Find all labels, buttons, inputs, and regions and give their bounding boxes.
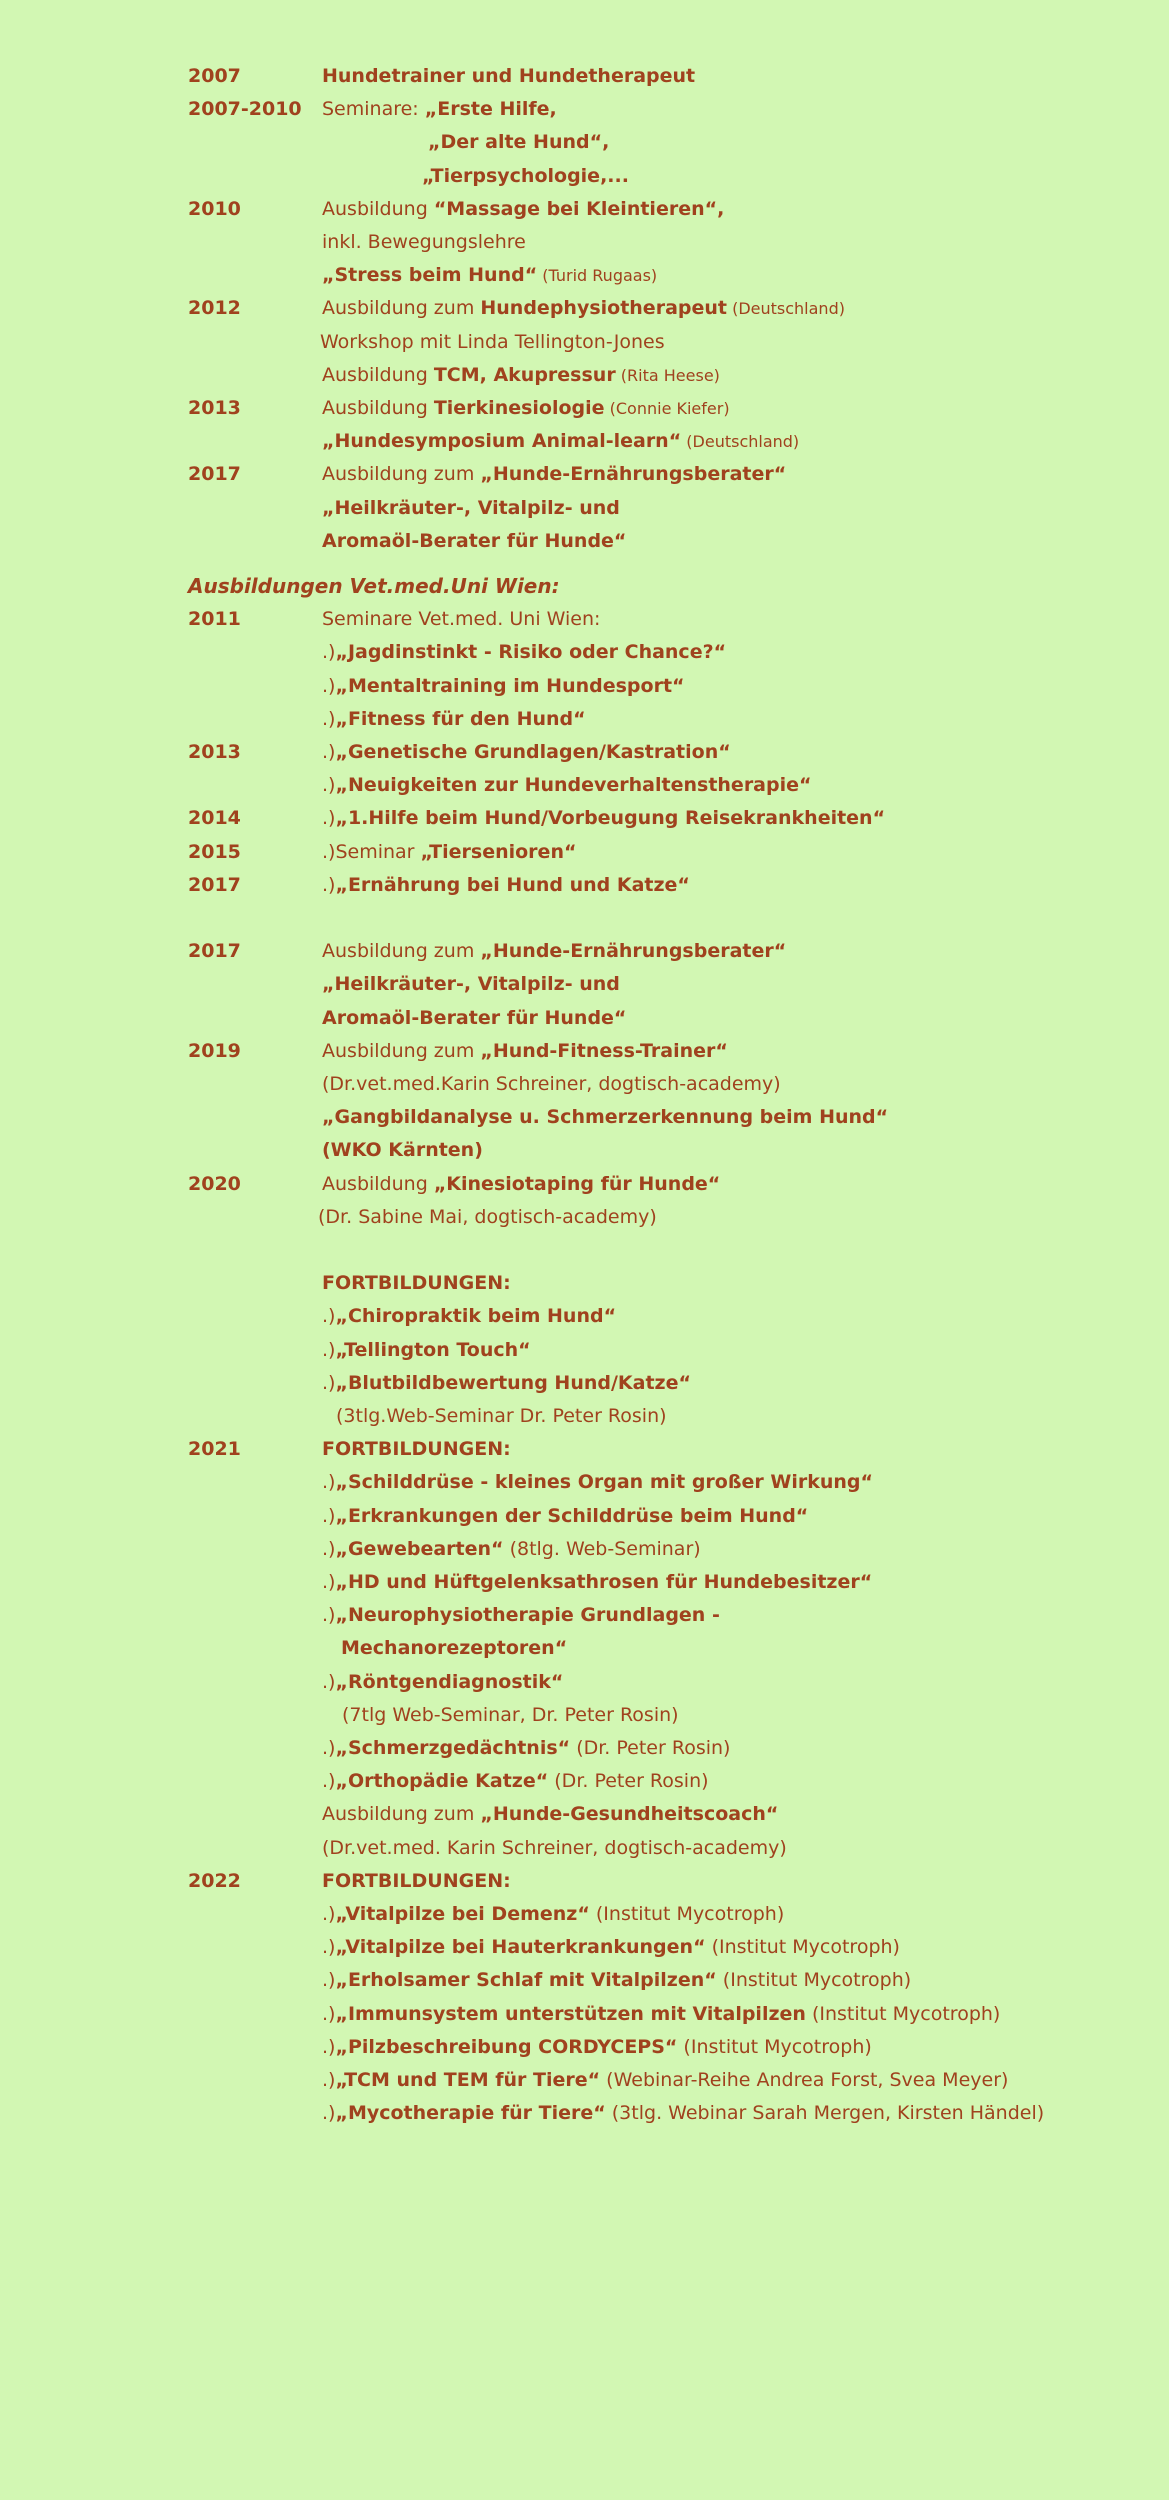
entry-title: Tierkinesiologie (433, 397, 605, 419)
cv-entry-row (0, 769, 1169, 802)
entry-title: „TCM und TEM für Tiere“ (335, 2069, 601, 2091)
entry-detail: (Institut Mycotroph) (805, 2003, 1001, 2025)
entry-title: „Jagdinstinkt - Risiko oder Chance?“ (335, 641, 727, 663)
entry-year: 2017 (188, 874, 241, 896)
entry-text (322, 425, 799, 458)
entry-detail: .) (322, 1604, 336, 1626)
cv-entry-row (0, 326, 1169, 359)
cv-entry-row (0, 1666, 1169, 1699)
entry-title: „Röntgendiagnostik“ (335, 1671, 564, 1693)
entry-text (322, 1964, 911, 1997)
entry-title: TCM, Akupressur (433, 364, 616, 386)
cv-entry-row (0, 492, 1169, 525)
entry-title: „Schilddrüse - kleines Organ mit großer Wirkung“ (335, 1471, 874, 1493)
entry-text (322, 1765, 709, 1798)
entry-title: FORTBILDUNGEN: (322, 1272, 511, 1294)
entry-title: „Immunsystem unterstützen mit Vitalpilzen (335, 2003, 806, 2025)
cv-entry-row (0, 1068, 1169, 1101)
entry-text (342, 1699, 679, 1732)
entry-text (322, 1134, 483, 1167)
entry-title: Hundephysiotherapeut (480, 297, 727, 319)
cv-entry-row (0, 93, 1169, 126)
entry-detail: (3tlg. Webinar Sarah Mergen, Kirsten Händel) (605, 2102, 1045, 2124)
entry-year: 2017 (188, 463, 241, 485)
cv-entry-row (0, 836, 1169, 869)
entry-text (322, 226, 526, 259)
cv-entry-row (0, 935, 1169, 968)
entry-text (322, 1035, 728, 1068)
entry-detail: Ausbildung (322, 364, 434, 386)
entry-title: „Pilzbeschreibung CORDYCEPS“ (335, 2036, 678, 2058)
cv-entry-row (0, 1035, 1169, 1068)
entry-text (322, 2097, 1044, 2130)
entry-text (322, 836, 576, 869)
entry-title: „Hunde-Gesundheitscoach“ (480, 1803, 779, 1825)
cv-entry-row (0, 1500, 1169, 1533)
cv-entry-row (0, 1400, 1169, 1433)
entry-title: „Hunde-Ernährungsberater“ (480, 940, 787, 962)
entry-title: „Tiersenioren“ (420, 841, 577, 863)
entry-title: „Fitness für den Hund“ (335, 708, 586, 730)
entry-title: „Heilkräuter-, Vitalpilz- und (322, 497, 620, 519)
entry-year: 2011 (188, 608, 241, 630)
entry-title: „Erkrankungen der Schilddrüse beim Hund“ (335, 1505, 809, 1527)
entry-detail: .) (322, 741, 336, 763)
entry-text (322, 1599, 720, 1632)
cv-entry-row (0, 60, 1169, 93)
entry-detail: .) (322, 1372, 336, 1394)
entry-title: Aromaöl-Berater für Hunde“ (322, 530, 627, 552)
entry-detail: Ausbildung (322, 397, 434, 419)
entry-title: “Massage bei Kleintieren“, (433, 198, 725, 220)
entry-text (322, 1898, 784, 1931)
entry-title: „Tierpsychologie,... (422, 165, 629, 187)
entry-detail: Workshop mit Linda Tellington-Jones (320, 331, 665, 353)
entry-text (422, 160, 629, 193)
entry-text (322, 2064, 1008, 2097)
entry-text (322, 1267, 511, 1300)
entry-title: FORTBILDUNGEN: (322, 1870, 511, 1892)
entry-text (322, 1300, 616, 1333)
cv-entry-row (0, 703, 1169, 736)
entry-text (322, 1832, 787, 1865)
entry-text (322, 1865, 511, 1898)
entry-detail: (Dr. Peter Rosin) (570, 1737, 731, 1759)
cv-entry-row (0, 1334, 1169, 1367)
entry-year: 2013 (188, 397, 241, 419)
entry-detail: .) (322, 2069, 336, 2091)
entry-year: 2013 (188, 741, 241, 763)
entry-text (322, 1002, 626, 1035)
cv-entry-row (0, 1765, 1169, 1798)
entry-detail: .) (322, 1339, 336, 1361)
entry-detail: .) (322, 1571, 336, 1593)
entry-title: FORTBILDUNGEN: (322, 1438, 511, 1460)
entry-text (341, 1632, 567, 1665)
entry-title: „Hund-Fitness-Trainer“ (480, 1040, 728, 1062)
cv-entry-row (0, 1998, 1169, 2031)
entry-text (322, 636, 726, 669)
entry-title: (WKO Kärnten) (322, 1139, 483, 1161)
cv-entry-row (0, 1865, 1169, 1898)
cv-entry-row (0, 1433, 1169, 1466)
entry-title: „HD und Hüftgelenksathrosen für Hundebesitzer“ (335, 1571, 873, 1593)
entry-detail: inkl. Bewegungslehre (322, 231, 526, 253)
entry-detail: Ausbildung zum (322, 1803, 481, 1825)
entry-detail: (Dr. Peter Rosin) (548, 1770, 709, 1792)
entry-text (322, 525, 626, 558)
entry-title: „1.Hilfe beim Hund/Vorbeugung Reisekrankheiten“ (335, 807, 886, 829)
entry-detail: Ausbildung zum (322, 463, 481, 485)
cv-entry-row (0, 1367, 1169, 1400)
entry-detail: (Dr.vet.med.Karin Schreiner, dogtisch-academy) (322, 1073, 781, 1095)
cv-entry-row (0, 1533, 1169, 1566)
cv-entry-row (0, 425, 1169, 458)
entry-text (322, 1466, 873, 1499)
entry-detail: .) (322, 1903, 336, 1925)
entry-text (322, 769, 812, 802)
entry-text (322, 1666, 563, 1699)
entry-year: 2022 (188, 1870, 241, 1892)
entry-title: „Mentaltraining im Hundesport“ (335, 675, 685, 697)
entry-text (322, 703, 586, 736)
entry-detail: (Institut Mycotroph) (705, 1936, 900, 1958)
entry-title: „Chiropraktik beim Hund“ (335, 1305, 617, 1327)
cv-entry-row (0, 1898, 1169, 1931)
entry-text (322, 1931, 900, 1964)
entry-title: „Hundesymposium Animal-learn“ (322, 430, 682, 452)
entry-detail: Seminare: (322, 98, 425, 120)
cv-entry-row (0, 226, 1169, 259)
cv-entry-row (0, 1632, 1169, 1665)
entry-detail: .)Seminar (322, 841, 421, 863)
entry-text (322, 1533, 701, 1566)
entry-detail: .) (322, 1969, 336, 1991)
entry-text (322, 1566, 872, 1599)
entry-title: „Neuigkeiten zur Hundeverhaltenstherapie“ (335, 774, 812, 796)
entry-text (320, 326, 665, 359)
entry-title: „Hunde-Ernährungsberater“ (480, 463, 787, 485)
entry-text (322, 2031, 872, 2064)
entry-detail: (Institut Mycotroph) (677, 2036, 872, 2058)
entry-text (322, 935, 786, 968)
entry-text (322, 736, 731, 769)
cv-entry-row (0, 2064, 1169, 2097)
entry-title: „Heilkräuter-, Vitalpilz- und (322, 973, 620, 995)
entry-detail: .) (322, 708, 336, 730)
entry-detail: (Deutschland) (681, 432, 800, 451)
cv-entry-row (0, 259, 1169, 292)
entry-title: „Mycotherapie für Tiere“ (335, 2102, 606, 2124)
entry-detail: Ausbildung zum (322, 1040, 481, 1062)
cv-entry-row (0, 603, 1169, 636)
cv-entry-row (0, 1699, 1169, 1732)
entry-text (322, 1732, 730, 1765)
entry-title: „Gewebearten“ (335, 1538, 504, 1560)
entry-detail: .) (322, 2003, 336, 2025)
entry-text (322, 359, 720, 392)
entry-detail: .) (322, 2036, 336, 2058)
entry-text (322, 392, 730, 425)
entry-text (322, 1500, 808, 1533)
cv-entry-row (0, 1599, 1169, 1632)
entry-detail: (Dr. Sabine Mai, dogtisch-academy) (318, 1206, 657, 1228)
entry-detail: .) (322, 1936, 336, 1958)
cv-entry-row (0, 1267, 1169, 1300)
cv-entry-row (0, 968, 1169, 1001)
entry-text (322, 1798, 778, 1831)
entry-text (322, 60, 695, 93)
entry-detail: .) (322, 675, 336, 697)
entry-title: „Neurophysiotherapie Grundlagen - (335, 1604, 720, 1626)
cv-entry-row (0, 1832, 1169, 1865)
entry-title: „Ernährung bei Hund und Katze“ (335, 874, 690, 896)
entry-detail: (8tlg. Web-Seminar) (503, 1538, 701, 1560)
cv-entry-row (0, 193, 1169, 226)
cv-entry-row (0, 359, 1169, 392)
cv-entry-row (0, 392, 1169, 425)
cv-entry-row (0, 1798, 1169, 1831)
entry-year: 2015 (188, 841, 241, 863)
entry-text (322, 1068, 781, 1101)
entry-title: „Blutbildbewertung Hund/Katze“ (335, 1372, 691, 1394)
entry-text (322, 802, 885, 835)
cv-entry-row (0, 126, 1169, 159)
entry-detail: .) (322, 1671, 336, 1693)
entry-text (322, 1168, 720, 1201)
entry-year: 2010 (188, 198, 241, 220)
entry-detail: .) (322, 874, 336, 896)
cv-entry-row (0, 1134, 1169, 1167)
entry-year: 2020 (188, 1173, 241, 1195)
entry-detail: .) (322, 2102, 336, 2124)
entry-title: „Schmerzgedächtnis“ (335, 1737, 571, 1759)
entry-text (322, 458, 786, 491)
entry-text (318, 1201, 657, 1234)
entry-detail: Ausbildung (322, 1173, 434, 1195)
entry-year: 2012 (188, 297, 241, 319)
cv-entry-row (0, 1201, 1169, 1234)
entry-detail: (Connie Kiefer) (604, 399, 730, 418)
entry-year: 2021 (188, 1438, 241, 1460)
entry-title: „Vitalpilze bei Hauterkrankungen“ (335, 1936, 706, 1958)
entry-text (322, 1367, 691, 1400)
cv-entry-row (0, 736, 1169, 769)
entry-text (322, 193, 724, 226)
section-heading: Ausbildungen Vet.med.Uni Wien: (188, 574, 560, 598)
entry-title: „Genetische Grundlagen/Kastration“ (335, 741, 731, 763)
cv-entry-row (0, 869, 1169, 902)
entry-title: „Erholsamer Schlaf mit Vitalpilzen“ (335, 1969, 717, 1991)
entry-text (322, 93, 557, 126)
entry-detail: .) (322, 1471, 336, 1493)
cv-entry-row (0, 802, 1169, 835)
entry-detail: .) (322, 807, 336, 829)
section-heading-row (0, 570, 1169, 603)
entry-text (336, 1400, 667, 1433)
entry-year: 2007 (188, 65, 241, 87)
entry-detail: (Webinar-Reihe Andrea Forst, Svea Meyer) (600, 2069, 1009, 2091)
cv-entry-row (0, 2097, 1169, 2130)
entry-detail: .) (322, 1737, 336, 1759)
entry-title: „Gangbildanalyse u. Schmerzerkennung beim Hund“ (322, 1106, 889, 1128)
cv-entry-row (0, 1300, 1169, 1333)
cv-entry-row (0, 1168, 1169, 1201)
entry-detail: (Rita Heese) (615, 366, 720, 385)
cv-entry-row (0, 1732, 1169, 1765)
cv-entry-row (0, 525, 1169, 558)
entry-text (322, 1433, 511, 1466)
entry-detail: Ausbildung zum (322, 297, 481, 319)
entry-title: „Erste Hilfe, (424, 98, 557, 120)
entry-detail: .) (322, 1505, 336, 1527)
entry-text (322, 869, 690, 902)
entry-title: „Vitalpilze bei Demenz“ (335, 1903, 590, 1925)
entry-text (322, 603, 600, 636)
entry-detail: Ausbildung (322, 198, 434, 220)
entry-detail: .) (322, 1538, 336, 1560)
cv-entry-row (0, 2031, 1169, 2064)
entry-text (322, 1101, 888, 1134)
entry-detail: Ausbildung zum (322, 940, 481, 962)
entry-text (322, 670, 685, 703)
entry-year: 2019 (188, 1040, 241, 1062)
entry-detail: (7tlg Web-Seminar, Dr. Peter Rosin) (342, 1704, 679, 1726)
entry-title: „Orthopädie Katze“ (335, 1770, 549, 1792)
entry-year: 2007-2010 (188, 98, 302, 120)
entry-detail: Seminare Vet.med. Uni Wien: (322, 608, 601, 630)
entry-year: 2017 (188, 940, 241, 962)
cv-entry-row (0, 160, 1169, 193)
cv-entry-row (0, 1466, 1169, 1499)
cv-entry-row (0, 458, 1169, 491)
entry-detail: (Deutschland) (727, 299, 845, 318)
entry-detail: .) (322, 641, 336, 663)
entry-detail: .) (322, 774, 336, 796)
entry-detail: (Institut Mycotroph) (716, 1969, 912, 1991)
entry-title: Hundetrainer und Hundetherapeut (322, 65, 696, 87)
entry-title: „Tellington Touch“ (335, 1339, 531, 1361)
entry-text (322, 968, 620, 1001)
entry-text (322, 1334, 531, 1367)
entry-title: „Stress beim Hund“ (322, 264, 538, 286)
cv-entry-row (0, 292, 1169, 325)
entry-text (322, 292, 845, 325)
cv-entry-row (0, 1964, 1169, 1997)
entry-year: 2014 (188, 807, 241, 829)
entry-detail: .) (322, 1770, 336, 1792)
entry-text (428, 126, 609, 159)
entry-detail: (3tlg.Web-Seminar Dr. Peter Rosin) (336, 1405, 667, 1427)
cv-entry-row (0, 670, 1169, 703)
cv-entry-row (0, 1101, 1169, 1134)
entry-text (322, 1998, 1000, 2031)
entry-title: Aromaöl-Berater für Hunde“ (322, 1007, 627, 1029)
entry-detail: (Turid Rugaas) (537, 266, 658, 285)
entry-title: „Kinesiotaping für Hunde“ (433, 1173, 721, 1195)
cv-entry-row (0, 636, 1169, 669)
entry-title: „Der alte Hund“, (428, 131, 610, 153)
entry-detail: (Institut Mycotroph) (589, 1903, 785, 1925)
entry-text (322, 259, 657, 292)
cv-entry-row (0, 1002, 1169, 1035)
cv-entry-row (0, 1566, 1169, 1599)
entry-text (322, 492, 620, 525)
entry-detail: .) (322, 1305, 336, 1327)
entry-title: Mechanorezeptoren“ (341, 1637, 568, 1659)
entry-detail: (Dr.vet.med. Karin Schreiner, dogtisch-academy) (322, 1837, 787, 1859)
cv-entry-row (0, 1931, 1169, 1964)
